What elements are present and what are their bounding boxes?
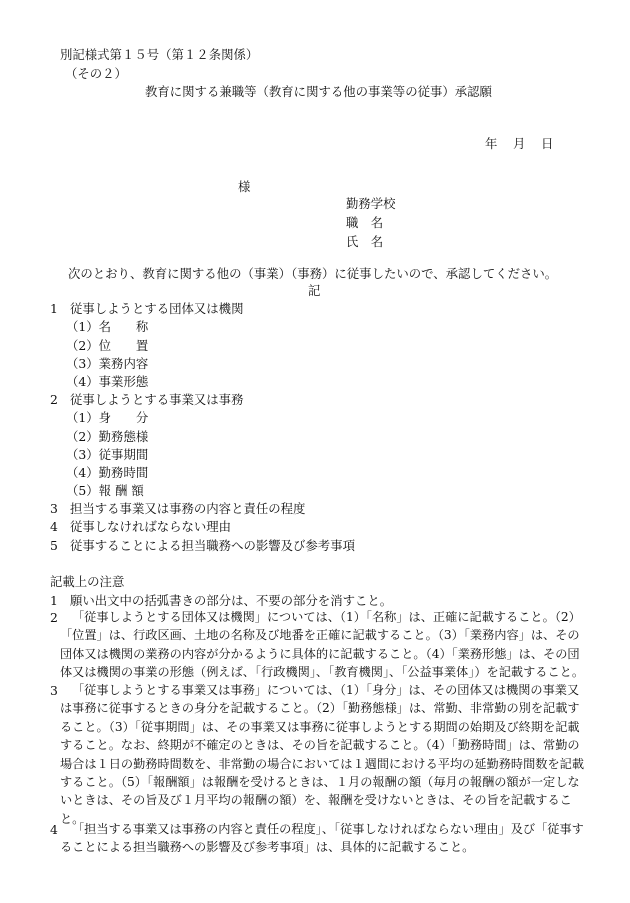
item-3-number: 3 xyxy=(50,501,58,516)
item-4-title: 従事しなければならない理由 xyxy=(70,519,232,534)
item-1-number: 1 xyxy=(50,301,58,316)
note-1-number: 1 xyxy=(50,593,58,608)
item-2-sub-1: （1）身 分 xyxy=(66,410,149,425)
item-5-number: 5 xyxy=(50,538,58,553)
item-3-title: 担当する事業又は事務の内容と責任の程度 xyxy=(70,501,306,516)
addressee-suffix: 様 xyxy=(238,179,251,194)
note-4-number: 4 xyxy=(50,822,58,837)
notes-heading: 記載上の注意 xyxy=(50,574,125,589)
note-1-text: 願い出文中の括弧書きの部分は、不要の部分を消すこと。 xyxy=(70,593,393,608)
item-2-sub-5: （5）報 酬 額 xyxy=(66,483,144,498)
date-month-label: 月 xyxy=(513,136,526,151)
intro-text: 次のとおり、教育に関する他の（事業）（事務）に従事したいので、承認してください。 xyxy=(68,266,558,281)
item-4-number: 4 xyxy=(50,519,58,534)
item-5-title: 従事することによる担当職務への影響及び参考事項 xyxy=(70,538,355,553)
form-sub-number: （その２） xyxy=(65,66,127,81)
item-2-sub-4: （4）勤務時間 xyxy=(66,465,149,480)
applicant-school-label: 勤務学校 xyxy=(346,196,396,211)
date-year-label: 年 xyxy=(485,136,498,151)
item-2-title: 従事しようとする事業又は事務 xyxy=(70,392,244,407)
applicant-name-label: 氏 名 xyxy=(346,234,384,249)
item-1-sub-3: （3）業務内容 xyxy=(66,356,149,371)
note-2-number: 2 xyxy=(50,610,58,625)
item-1-sub-2: （2）位 置 xyxy=(66,338,149,353)
item-2-sub-3: （3）従事期間 xyxy=(66,447,149,462)
note-4-text: 「担当する事業又は事務の内容と責任の程度」、「従事しなければならない理由」及び「従事することによる担当職務への影響及び参考事項」は、具体的に記載すること。 xyxy=(60,822,584,855)
note-3-number: 3 xyxy=(50,683,58,698)
item-1-sub-4: （4）事業形態 xyxy=(66,374,149,389)
applicant-position-label: 職 名 xyxy=(346,215,384,230)
form-number: 別記様式第１５号（第１２条関係） xyxy=(60,47,259,62)
item-1-sub-1: （1）名 称 xyxy=(66,319,149,334)
item-2-number: 2 xyxy=(50,392,58,407)
note-3-text: 「従事しようとする事業又は事務」については、（1）「身分」は、その団体又は機関の事業又は事務に従事するときの身分を記載すること。（2）「勤務態様」は、常勤、非常勤の別を記載すること。（3）「従事期間」は、その事業又は事務に従事しようとする期間の始期及び終期を記載すること。なお、終期が不確定のときは、その旨を記載すること。（4）「勤務時間」は、常勤の場合は１日の勤務時間数を、非常勤の場合においては１週間における平均の延勤務時間数を記載すること。（5）「報酬額」は報酬を受けるときは、１月の報酬の額（毎月の報酬の額が一定しないときは、その旨及び１月平均の報酬の額）を、報酬を受けないときは、その旨を記載すること。 xyxy=(60,683,585,826)
date-day-label: 日 xyxy=(541,136,554,151)
note-2-text: 「従事しようとする団体又は機関」については、（1）「名称」は、正確に記載すること。（2）「位置」は、行政区画、土地の名称及び地番を正確に記載すること。（3）「業務内容」は、その団体又は機関の業務の内容が分かるように具体的に記載すること。（4）「業務形態」は、その団体又は機関の事業の形態（例えば、「行政機関」、「教育機関」、「公益事業体」）を記載すること。 xyxy=(60,610,585,680)
item-1-title: 従事しようとする団体又は機関 xyxy=(70,301,244,316)
page-title: 教育に関する兼職等（教育に関する他の事業等の従事）承認願 xyxy=(145,84,492,99)
ki-heading: 記 xyxy=(308,283,321,298)
item-2-sub-2: （2）勤務態様 xyxy=(66,429,149,444)
